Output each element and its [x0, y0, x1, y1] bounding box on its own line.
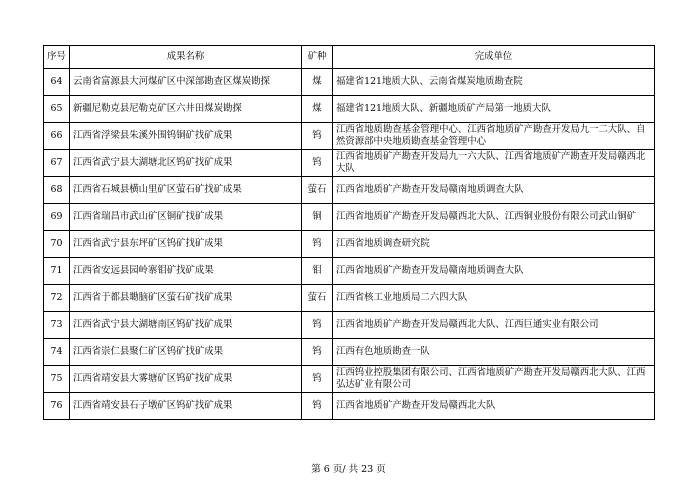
table-row: [44, 366, 655, 393]
mineral-type-cell: 萤石: [302, 285, 333, 312]
result-name-cell: 云南省富源县大河煤矿区中深部勘查区煤炭勘探: [70, 69, 302, 96]
serial-number-cell: 67: [44, 150, 70, 177]
completing-unit-cell: 江西省地质调查研究院: [333, 231, 655, 258]
results-table: [43, 45, 655, 420]
serial-number-cell: 68: [44, 177, 70, 204]
mineral-type-cell: 萤石: [302, 177, 333, 204]
serial-number-cell: 74: [44, 339, 70, 366]
result-name-cell: 江西省武宁县大湖塘北区钨矿找矿成果: [70, 150, 302, 177]
header-result-name: 成果名称: [70, 46, 302, 69]
completing-unit-cell: 江西省地质矿产勘查开发局九一六大队、江西省地质矿产勘查开发局赣西北大队: [333, 150, 655, 177]
result-name-cell: 江西省瑞昌市武山矿区铜矿找矿成果: [70, 204, 302, 231]
mineral-type-cell: 钨: [302, 150, 333, 177]
serial-number-cell: 70: [44, 231, 70, 258]
mineral-type-cell: 钨: [302, 123, 333, 150]
result-name-cell: 江西省于都县墈脑矿区萤石矿找矿成果: [70, 285, 302, 312]
completing-unit-cell: 江西省地质矿产勘查开发局赣南地质调查大队: [333, 258, 655, 285]
table-row: [44, 339, 655, 366]
result-name-cell: 江西省石城县横山里矿区萤石矿找矿成果: [70, 177, 302, 204]
serial-number-cell: 71: [44, 258, 70, 285]
mineral-type-cell: 煤: [302, 69, 333, 96]
table-body: [44, 69, 655, 420]
result-name-cell: 江西省靖安县大雾塘矿区钨矿找矿成果: [70, 366, 302, 393]
result-name-cell: 新疆尼勒克县尼勒克矿区六井田煤炭勘探: [70, 96, 302, 123]
results-table-container: [43, 45, 654, 420]
completing-unit-cell: 江西省核工业地质局二六四大队: [333, 285, 655, 312]
header-serial-number: 序号: [44, 46, 70, 69]
table-row: [44, 231, 655, 258]
mineral-type-cell: 钨: [302, 312, 333, 339]
completing-unit-cell: 福建省121地质大队、云南省煤炭地质勘查院: [333, 69, 655, 96]
serial-number-cell: 69: [44, 204, 70, 231]
result-name-cell: 江西省武宁县大湖塘南区钨矿找矿成果: [70, 312, 302, 339]
table-row: [44, 150, 655, 177]
mineral-type-cell: 煤: [302, 96, 333, 123]
table-row: [44, 258, 655, 285]
table-row: [44, 96, 655, 123]
table-row: [44, 69, 655, 96]
serial-number-cell: 64: [44, 69, 70, 96]
completing-unit-cell: 江西有色地质勘查一队: [333, 339, 655, 366]
completing-unit-cell: 江西省地质勘查基金管理中心、江西省地质矿产勘查开发局九一二大队、自然资源部中央地质勘查基金管理中心: [333, 123, 655, 150]
serial-number-cell: 66: [44, 123, 70, 150]
mineral-type-cell: 钨: [302, 231, 333, 258]
table-row: [44, 123, 655, 150]
completing-unit-cell: 江西省地质矿产勘查开发局赣西北大队、江西铜业股份有限公司武山铜矿: [333, 204, 655, 231]
serial-number-cell: 73: [44, 312, 70, 339]
serial-number-cell: 65: [44, 96, 70, 123]
result-name-cell: 江西省安远县园岭寨钼矿找矿成果: [70, 258, 302, 285]
completing-unit-cell: 江西省地质矿产勘查开发局赣西北大队、江西巨通实业有限公司: [333, 312, 655, 339]
header-mineral-type: 矿种: [302, 46, 333, 69]
serial-number-cell: 76: [44, 393, 70, 420]
serial-number-cell: 75: [44, 366, 70, 393]
serial-number-cell: 72: [44, 285, 70, 312]
completing-unit-cell: 江西钨业控股集团有限公司、江西省地质矿产勘查开发局赣西北大队、江西弘达矿业有限公司: [333, 366, 655, 393]
table-row: [44, 285, 655, 312]
result-name-cell: 江西省武宁县东坪矿区钨矿找矿成果: [70, 231, 302, 258]
page-number-footer: 第 6 页/ 共 23 页: [311, 464, 386, 475]
completing-unit-cell: 江西省地质矿产勘查开发局赣西北大队: [333, 393, 655, 420]
result-name-cell: 江西省靖安县石子墩矿区钨矿找矿成果: [70, 393, 302, 420]
mineral-type-cell: 钼: [302, 258, 333, 285]
mineral-type-cell: 铜: [302, 204, 333, 231]
table-header-row: [44, 46, 655, 69]
completing-unit-cell: 江西省地质矿产勘查开发局赣南地质调查大队: [333, 177, 655, 204]
result-name-cell: 江西省崇仁县聚仁矿区钨矿找矿成果: [70, 339, 302, 366]
header-completing-unit: 完成单位: [333, 46, 655, 69]
result-name-cell: 江西省浮梁县朱溪外围钨铜矿找矿成果: [70, 123, 302, 150]
mineral-type-cell: 钨: [302, 339, 333, 366]
mineral-type-cell: 钨: [302, 366, 333, 393]
table-row: [44, 204, 655, 231]
table-row: [44, 393, 655, 420]
table-row: [44, 312, 655, 339]
table-row: [44, 177, 655, 204]
completing-unit-cell: 福建省121地质大队、新疆地质矿产局第一地质大队: [333, 96, 655, 123]
mineral-type-cell: 钨: [302, 393, 333, 420]
